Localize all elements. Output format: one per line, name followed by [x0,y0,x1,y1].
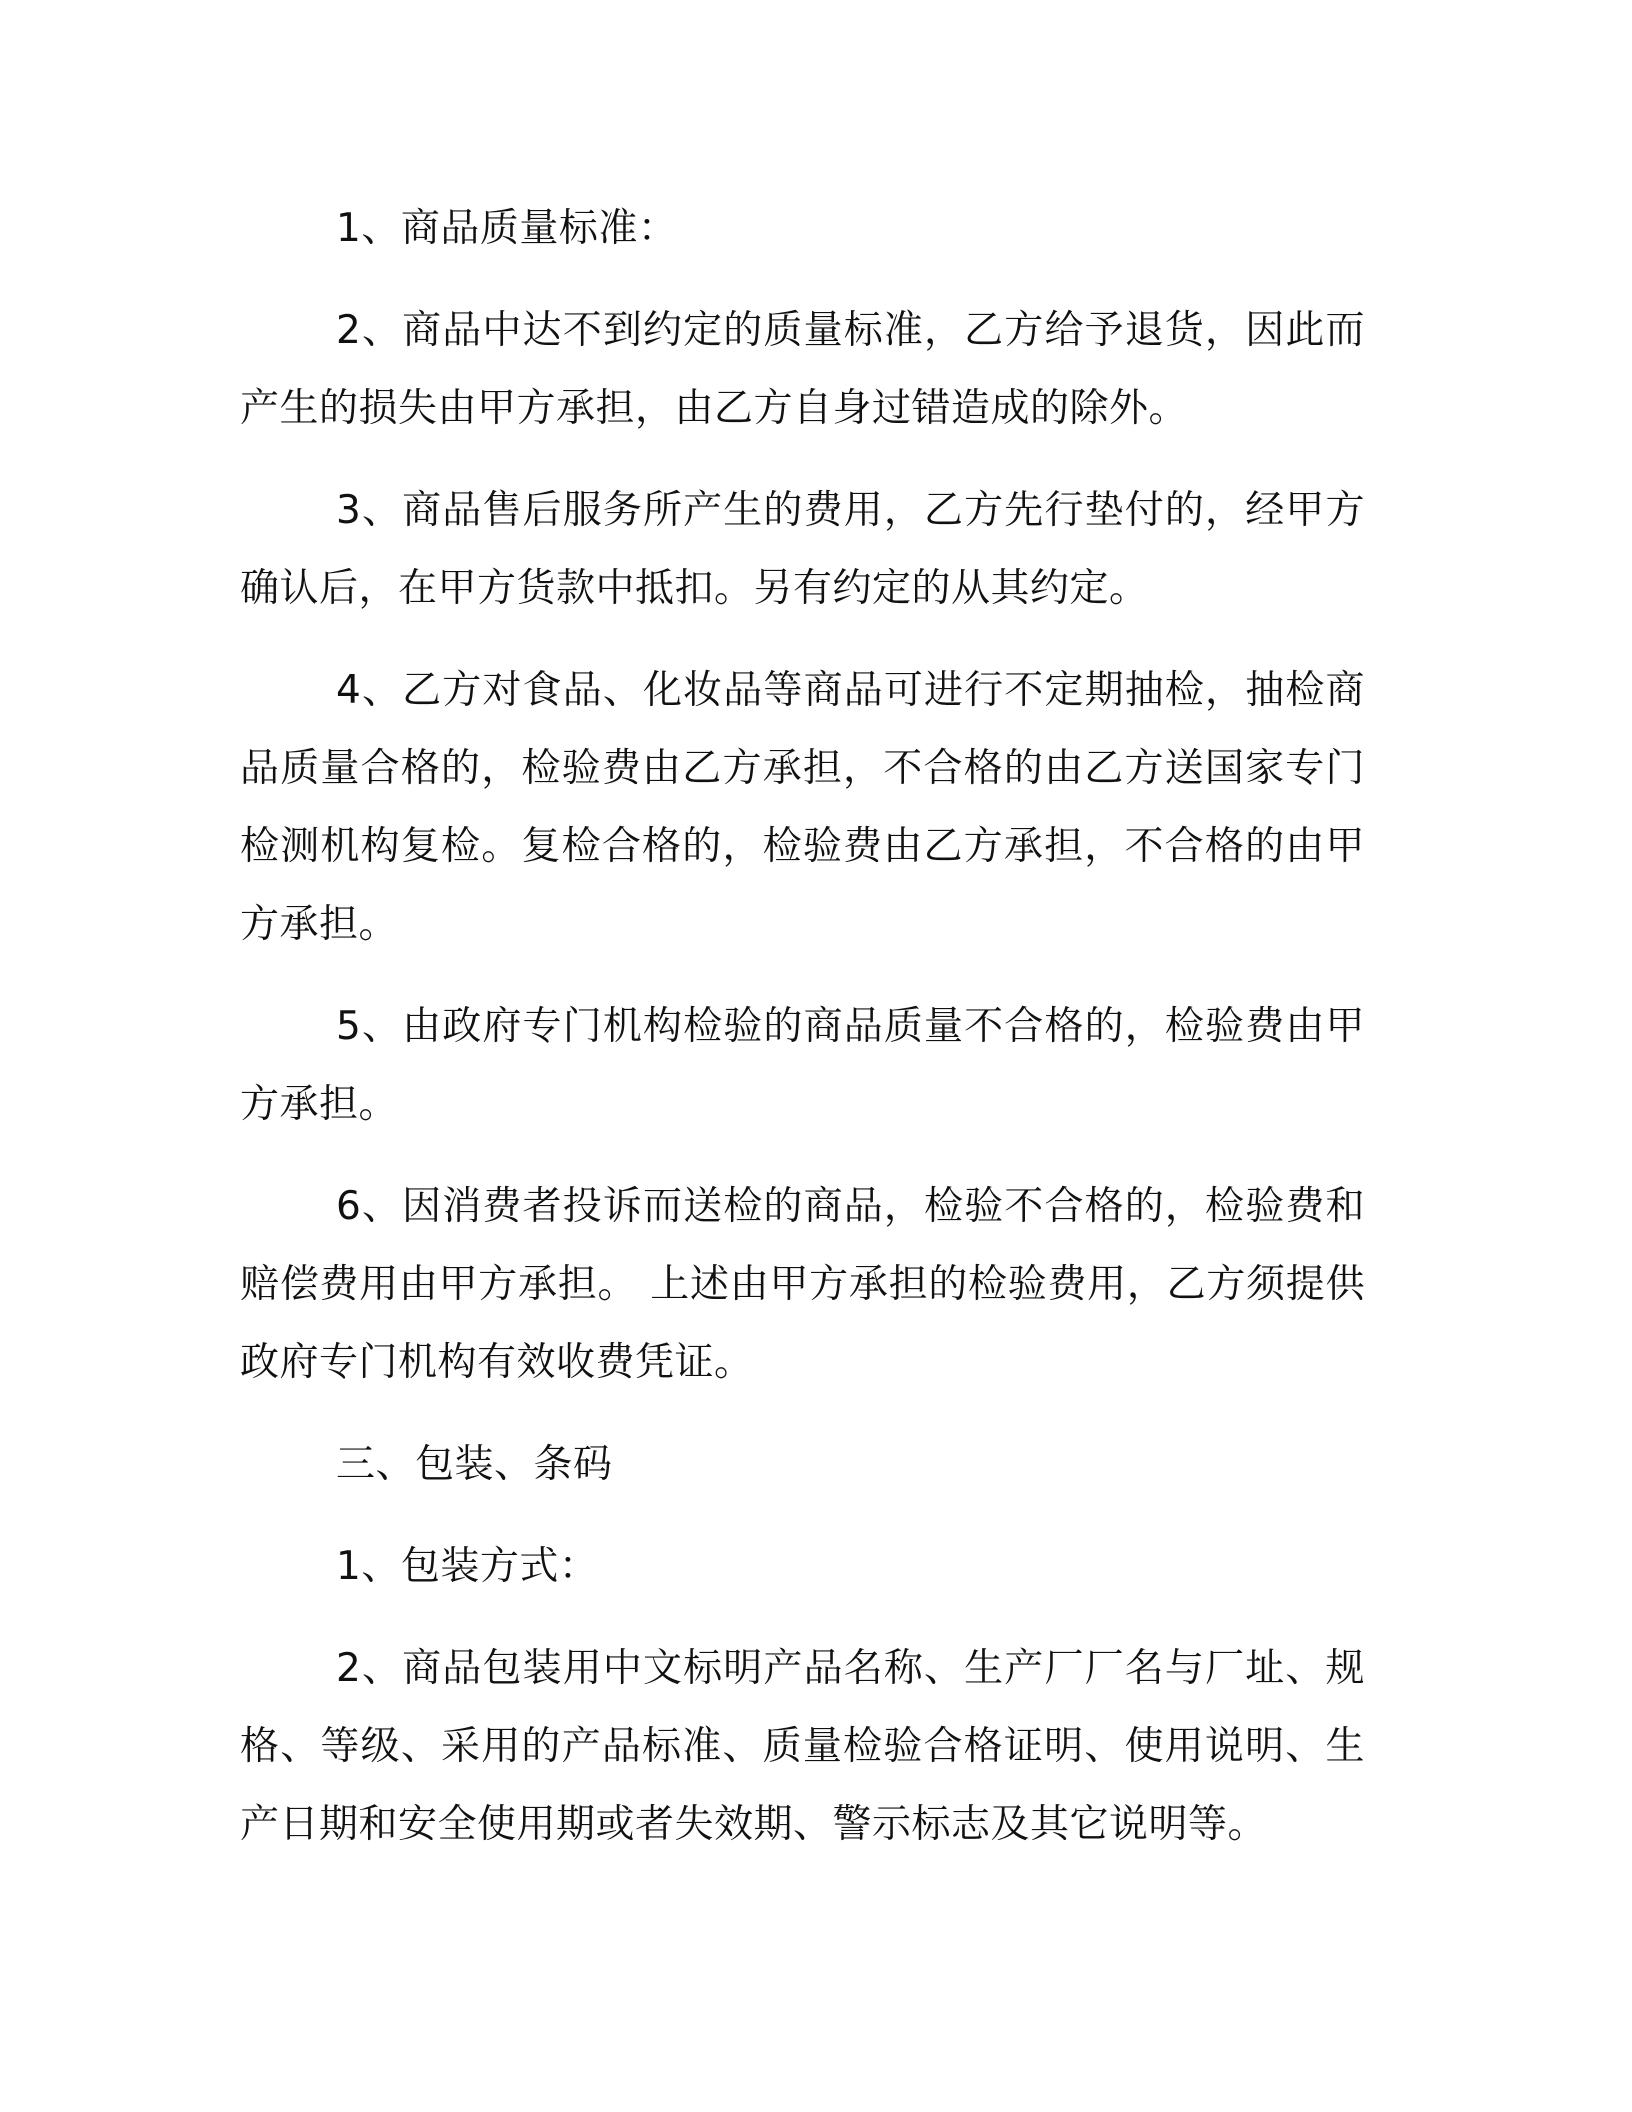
section-heading-packaging: 三、包装、条码 [336,1442,613,1487]
paragraph-packaging-labeling: 2、商品包装用中文标明产品名称、生产厂厂名与厂址、规格、等级、采用的产品标准、质量检验合格证明、使用说明、生产日期和安全使用期或者失效期、警示标志及其它说明等。 [240,1646,1365,1847]
paragraph-quality-standard: 1、商品质量标准： [336,206,678,251]
paragraph-spot-check: 4、乙方对食品、化妆品等商品可进行不定期抽检，抽检商品质量合格的，检验费由乙方承担，不合格的由乙方送国家专门检测机构复检。复检合格的，检验费由乙方承担，不合格的由甲方承担。 [240,668,1365,947]
paragraph-after-sales-cost: 3、商品售后服务所产生的费用，乙方先行垫付的，经甲方确认后，在甲方货款中抵扣。另有约定的从其约定。 [240,488,1365,611]
document-body [240,190,1365,1888]
paragraph-complaint-inspection: 6、因消费者投诉而送检的商品，检验不合格的，检验费和赔偿费用由甲方承担。 上述由甲方承担的检验费用，乙方须提供政府专门机构有效收费凭证。 [240,1184,1365,1385]
paragraph-return-policy: 2、商品中达不到约定的质量标准，乙方给予退货，因此而产生的损失由甲方承担，由乙方自身过错造成的除外。 [240,308,1365,431]
paragraph-government-inspection: 5、由政府专门机构检验的商品质量不合格的，检验费由甲方承担。 [240,1004,1365,1127]
paragraph-packaging-method: 1、包装方式： [336,1544,599,1589]
